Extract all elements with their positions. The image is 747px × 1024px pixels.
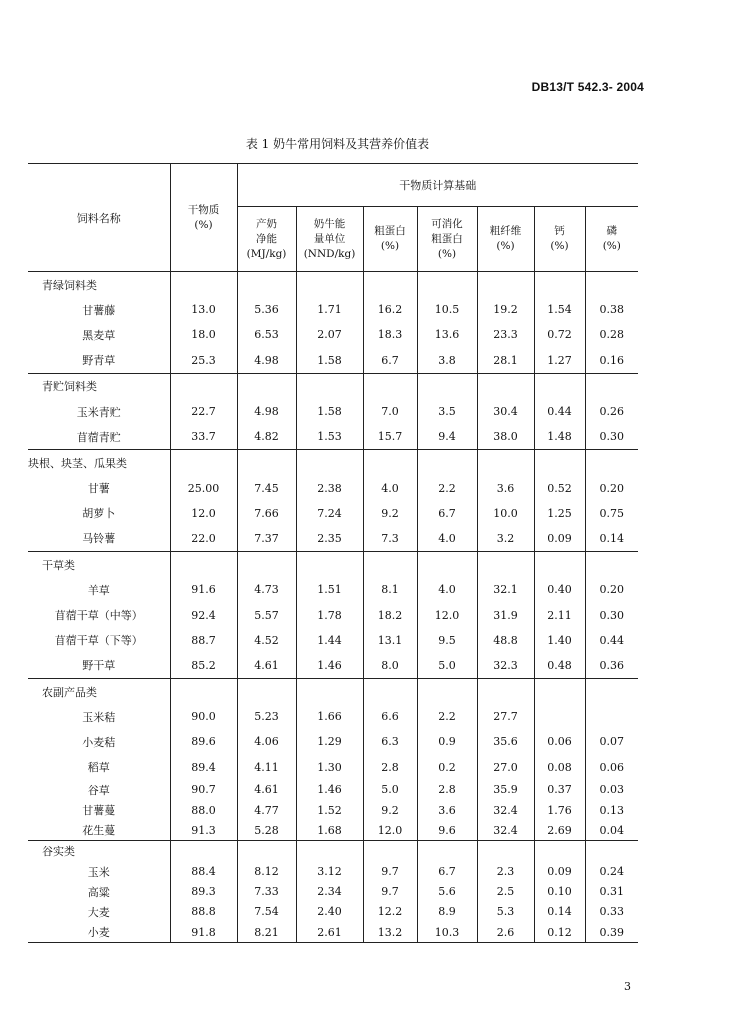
nutrition-table <box>28 163 638 943</box>
value-cell: 12.0 <box>170 501 237 526</box>
value-cell: 13.6 <box>417 322 477 347</box>
value-cell: 3.5 <box>417 399 477 424</box>
feed-name: 花生蔓 <box>82 824 116 838</box>
value-cell: 0.9 <box>417 729 477 754</box>
value-cell: 2.6 <box>477 922 534 943</box>
feed-name: 黑麦草 <box>82 328 116 342</box>
value-cell: 4.0 <box>417 577 477 602</box>
value-cell: 4.06 <box>237 729 296 754</box>
value-cell: 38.0 <box>477 424 534 450</box>
value-cell: 89.3 <box>170 882 237 902</box>
value-cell: 9.6 <box>417 820 477 841</box>
value-cell: 1.46 <box>296 653 363 679</box>
feed-name: 玉米秸 <box>82 710 116 724</box>
value-cell: 2.8 <box>363 755 417 780</box>
value-cell: 7.3 <box>363 526 417 552</box>
value-cell: 0.07 <box>585 729 638 754</box>
value-cell <box>585 272 638 298</box>
value-cell <box>534 704 585 729</box>
col-header-nnd: 奶牛能 量单位 (NND/kg) <box>296 207 363 272</box>
category-row <box>28 272 638 298</box>
value-cell: 88.4 <box>170 862 237 882</box>
value-cell: 0.30 <box>585 602 638 627</box>
category-name: 青绿饲料类 <box>42 278 97 292</box>
value-cell: 2.38 <box>296 476 363 501</box>
value-cell: 0.20 <box>585 577 638 602</box>
value-cell <box>417 272 477 298</box>
value-cell: 2.3 <box>477 862 534 882</box>
col-header-calcium: 钙 (%) <box>534 207 585 272</box>
value-cell: 0.28 <box>585 322 638 347</box>
table-row <box>28 526 638 552</box>
nutrition-table-container <box>28 163 638 943</box>
value-cell: 25.3 <box>170 348 237 374</box>
page-number: 3 <box>624 980 631 993</box>
table-row <box>28 348 638 374</box>
feed-name: 小麦 <box>28 922 170 943</box>
value-cell: 88.7 <box>170 628 237 653</box>
group-header-dm-basis: 干物质计算基础 <box>237 164 638 207</box>
col-header-crude-fiber: 粗纤维 (%) <box>477 207 534 272</box>
value-cell: 3.6 <box>417 800 477 820</box>
value-cell: 4.82 <box>237 424 296 450</box>
value-cell: 4.52 <box>237 628 296 653</box>
value-cell: 1.53 <box>296 424 363 450</box>
value-cell: 6.7 <box>417 862 477 882</box>
feed-name: 野干草 <box>82 659 116 673</box>
value-cell: 0.39 <box>585 922 638 943</box>
value-cell: 4.98 <box>237 399 296 424</box>
feed-name: 甘薯藤 <box>82 303 116 317</box>
col-header-milk-net-energy: 产奶 净能 (MJ/kg) <box>237 207 296 272</box>
value-cell <box>296 373 363 399</box>
value-cell: 5.28 <box>237 820 296 841</box>
value-cell: 18.3 <box>363 322 417 347</box>
value-cell: 5.23 <box>237 704 296 729</box>
value-cell <box>296 552 363 578</box>
value-cell <box>534 373 585 399</box>
col-header-crude-protein: 粗蛋白 (%) <box>363 207 417 272</box>
value-cell: 1.78 <box>296 602 363 627</box>
value-cell: 92.4 <box>170 602 237 627</box>
value-cell <box>237 841 296 862</box>
value-cell: 27.0 <box>477 755 534 780</box>
value-cell: 0.12 <box>534 922 585 943</box>
value-cell: 1.54 <box>534 297 585 322</box>
category-name: 谷实类 <box>28 841 170 862</box>
value-cell: 0.36 <box>585 653 638 679</box>
value-cell <box>477 841 534 862</box>
value-cell: 91.6 <box>170 577 237 602</box>
table-row <box>28 780 638 800</box>
value-cell <box>417 552 477 578</box>
value-cell <box>585 704 638 729</box>
value-cell: 0.14 <box>585 526 638 552</box>
feed-name: 大麦 <box>87 905 110 919</box>
value-cell <box>585 552 638 578</box>
table-body <box>28 272 638 943</box>
value-cell: 88.0 <box>170 800 237 820</box>
value-cell <box>296 450 363 476</box>
value-cell <box>170 841 237 862</box>
value-cell <box>237 373 296 399</box>
feed-name: 甘薯 <box>87 482 110 496</box>
feed-name: 甘薯蔓 <box>82 804 116 818</box>
value-cell <box>585 373 638 399</box>
value-cell <box>296 679 363 705</box>
value-cell <box>170 679 237 705</box>
value-cell <box>534 552 585 578</box>
value-cell: 7.66 <box>237 501 296 526</box>
value-cell: 2.2 <box>417 704 477 729</box>
value-cell: 22.7 <box>170 399 237 424</box>
value-cell: 10.0 <box>477 501 534 526</box>
value-cell: 4.11 <box>237 755 296 780</box>
category-row <box>28 450 638 476</box>
value-cell: 2.11 <box>534 602 585 627</box>
value-cell: 0.09 <box>534 862 585 882</box>
value-cell <box>417 841 477 862</box>
value-cell: 0.44 <box>534 399 585 424</box>
document-code: DB13/T 542.3- 2004 <box>531 80 644 94</box>
value-cell <box>534 679 585 705</box>
value-cell <box>534 272 585 298</box>
value-cell: 6.7 <box>417 501 477 526</box>
value-cell: 0.06 <box>585 755 638 780</box>
value-cell: 9.2 <box>363 800 417 820</box>
value-cell: 0.16 <box>585 348 638 374</box>
value-cell: 2.07 <box>296 322 363 347</box>
value-cell <box>170 373 237 399</box>
value-cell: 1.44 <box>296 628 363 653</box>
category-row <box>28 841 638 862</box>
feed-name: 谷草 <box>87 783 110 797</box>
value-cell <box>237 272 296 298</box>
value-cell: 1.48 <box>534 424 585 450</box>
col-header-phosphorus: 磷 (%) <box>585 207 638 272</box>
value-cell: 5.6 <box>417 882 477 902</box>
value-cell <box>585 450 638 476</box>
table-row <box>28 476 638 501</box>
value-cell: 0.09 <box>534 526 585 552</box>
value-cell: 8.21 <box>237 922 296 943</box>
value-cell <box>477 272 534 298</box>
table-row <box>28 820 638 841</box>
value-cell: 8.1 <box>363 577 417 602</box>
value-cell: 8.9 <box>417 902 477 922</box>
value-cell <box>237 552 296 578</box>
value-cell: 8.0 <box>363 653 417 679</box>
value-cell: 22.0 <box>170 526 237 552</box>
value-cell: 48.8 <box>477 628 534 653</box>
value-cell <box>237 450 296 476</box>
value-cell: 2.40 <box>296 902 363 922</box>
value-cell: 0.38 <box>585 297 638 322</box>
value-cell <box>363 679 417 705</box>
value-cell <box>534 841 585 862</box>
value-cell: 0.75 <box>585 501 638 526</box>
value-cell <box>585 679 638 705</box>
value-cell: 90.7 <box>170 780 237 800</box>
value-cell: 0.08 <box>534 755 585 780</box>
value-cell <box>477 450 534 476</box>
value-cell: 12.2 <box>363 902 417 922</box>
table-row <box>28 577 638 602</box>
feed-name: 玉米青贮 <box>76 405 121 419</box>
value-cell: 91.8 <box>170 922 237 943</box>
value-cell: 0.48 <box>534 653 585 679</box>
value-cell: 1.40 <box>534 628 585 653</box>
value-cell: 9.4 <box>417 424 477 450</box>
value-cell: 0.31 <box>585 882 638 902</box>
value-cell: 5.0 <box>417 653 477 679</box>
table-row <box>28 922 638 943</box>
value-cell: 32.1 <box>477 577 534 602</box>
value-cell: 90.0 <box>170 704 237 729</box>
value-cell <box>417 679 477 705</box>
value-cell: 2.61 <box>296 922 363 943</box>
value-cell: 5.57 <box>237 602 296 627</box>
value-cell: 7.54 <box>237 902 296 922</box>
value-cell: 4.73 <box>237 577 296 602</box>
value-cell: 7.33 <box>237 882 296 902</box>
value-cell <box>170 450 237 476</box>
table-row <box>28 297 638 322</box>
value-cell: 0.10 <box>534 882 585 902</box>
value-cell: 19.2 <box>477 297 534 322</box>
value-cell: 2.5 <box>477 882 534 902</box>
value-cell: 32.4 <box>477 820 534 841</box>
value-cell: 1.68 <box>296 820 363 841</box>
value-cell: 8.12 <box>237 862 296 882</box>
value-cell: 9.2 <box>363 501 417 526</box>
table-row <box>28 800 638 820</box>
value-cell: 1.76 <box>534 800 585 820</box>
value-cell: 35.9 <box>477 780 534 800</box>
value-cell: 91.3 <box>170 820 237 841</box>
table-row <box>28 399 638 424</box>
category-name: 干草类 <box>28 552 170 578</box>
col-header-dry-matter: 干物质 (%) <box>170 164 237 272</box>
value-cell <box>417 450 477 476</box>
value-cell: 4.98 <box>237 348 296 374</box>
value-cell: 9.7 <box>363 882 417 902</box>
value-cell: 1.52 <box>296 800 363 820</box>
category-row <box>28 679 638 705</box>
value-cell: 2.35 <box>296 526 363 552</box>
value-cell: 7.24 <box>296 501 363 526</box>
feed-name: 苜蓿青贮 <box>76 430 121 444</box>
feed-name: 玉米 <box>87 865 110 879</box>
value-cell: 27.7 <box>477 704 534 729</box>
table-row <box>28 704 638 729</box>
value-cell: 0.30 <box>585 424 638 450</box>
value-cell: 30.4 <box>477 399 534 424</box>
table-row <box>28 902 638 922</box>
value-cell <box>170 552 237 578</box>
value-cell: 16.2 <box>363 297 417 322</box>
value-cell: 5.0 <box>363 780 417 800</box>
value-cell: 15.7 <box>363 424 417 450</box>
value-cell: 33.7 <box>170 424 237 450</box>
feed-name: 稻草 <box>87 761 110 775</box>
value-cell: 7.37 <box>237 526 296 552</box>
table-row <box>28 729 638 754</box>
value-cell: 6.6 <box>363 704 417 729</box>
value-cell: 9.7 <box>363 862 417 882</box>
value-cell: 0.20 <box>585 476 638 501</box>
value-cell: 23.3 <box>477 322 534 347</box>
value-cell: 5.3 <box>477 902 534 922</box>
value-cell: 28.1 <box>477 348 534 374</box>
feed-name: 马铃薯 <box>82 532 116 546</box>
value-cell: 3.6 <box>477 476 534 501</box>
value-cell <box>417 373 477 399</box>
table-row <box>28 882 638 902</box>
feed-name: 苜蓿干草（下等） <box>54 634 143 648</box>
col-header-feed-name: 饲料名称 <box>28 164 170 272</box>
value-cell: 0.14 <box>534 902 585 922</box>
value-cell: 35.6 <box>477 729 534 754</box>
feed-name: 羊草 <box>87 583 110 597</box>
value-cell: 1.71 <box>296 297 363 322</box>
value-cell: 0.2 <box>417 755 477 780</box>
value-cell: 32.3 <box>477 653 534 679</box>
value-cell: 6.3 <box>363 729 417 754</box>
table-row <box>28 628 638 653</box>
feed-name: 小麦秸 <box>82 735 116 749</box>
table-row <box>28 322 638 347</box>
value-cell: 1.66 <box>296 704 363 729</box>
value-cell: 0.24 <box>585 862 638 882</box>
value-cell: 12.0 <box>363 820 417 841</box>
value-cell: 0.33 <box>585 902 638 922</box>
value-cell <box>585 841 638 862</box>
value-cell: 1.58 <box>296 348 363 374</box>
value-cell: 85.2 <box>170 653 237 679</box>
value-cell <box>363 373 417 399</box>
value-cell: 1.46 <box>296 780 363 800</box>
value-cell: 4.0 <box>363 476 417 501</box>
value-cell: 1.29 <box>296 729 363 754</box>
value-cell: 5.36 <box>237 297 296 322</box>
value-cell: 0.06 <box>534 729 585 754</box>
col-header-digestible-protein: 可消化 粗蛋白 (%) <box>417 207 477 272</box>
feed-name: 苜蓿干草（中等） <box>54 609 143 623</box>
table-row <box>28 501 638 526</box>
value-cell: 0.44 <box>585 628 638 653</box>
value-cell: 1.30 <box>296 755 363 780</box>
value-cell: 2.8 <box>417 780 477 800</box>
category-name: 青贮饲料类 <box>28 373 170 399</box>
value-cell: 10.5 <box>417 297 477 322</box>
value-cell: 89.4 <box>170 755 237 780</box>
value-cell: 13.2 <box>363 922 417 943</box>
value-cell: 18.0 <box>170 322 237 347</box>
feed-name: 胡萝卜 <box>82 507 116 521</box>
value-cell: 12.0 <box>417 602 477 627</box>
feed-name: 野青草 <box>82 354 116 368</box>
value-cell: 0.04 <box>585 820 638 841</box>
value-cell: 6.53 <box>237 322 296 347</box>
value-cell: 2.34 <box>296 882 363 902</box>
value-cell <box>296 841 363 862</box>
value-cell: 0.37 <box>534 780 585 800</box>
table-caption: 表 1 奶牛常用饲料及其营养价值表 <box>245 137 430 151</box>
value-cell: 1.51 <box>296 577 363 602</box>
value-cell: 1.27 <box>534 348 585 374</box>
value-cell <box>477 552 534 578</box>
value-cell: 4.77 <box>237 800 296 820</box>
value-cell <box>363 841 417 862</box>
value-cell <box>534 450 585 476</box>
category-row <box>28 373 638 399</box>
value-cell: 18.2 <box>363 602 417 627</box>
category-row <box>28 552 638 578</box>
value-cell: 13.1 <box>363 628 417 653</box>
value-cell <box>296 272 363 298</box>
feed-name: 高粱 <box>87 885 110 899</box>
value-cell: 4.0 <box>417 526 477 552</box>
value-cell: 6.7 <box>363 348 417 374</box>
table-row <box>28 602 638 627</box>
value-cell: 0.03 <box>585 780 638 800</box>
value-cell: 3.2 <box>477 526 534 552</box>
value-cell: 13.0 <box>170 297 237 322</box>
value-cell: 0.72 <box>534 322 585 347</box>
value-cell: 3.8 <box>417 348 477 374</box>
value-cell: 2.69 <box>534 820 585 841</box>
value-cell <box>363 450 417 476</box>
value-cell: 88.8 <box>170 902 237 922</box>
value-cell <box>363 552 417 578</box>
category-name: 农副产品类 <box>28 679 170 705</box>
value-cell: 25.00 <box>170 476 237 501</box>
table-row <box>28 653 638 679</box>
value-cell: 31.9 <box>477 602 534 627</box>
value-cell: 2.2 <box>417 476 477 501</box>
value-cell: 9.5 <box>417 628 477 653</box>
value-cell <box>477 679 534 705</box>
value-cell: 10.3 <box>417 922 477 943</box>
value-cell: 7.45 <box>237 476 296 501</box>
table-row <box>28 424 638 450</box>
value-cell: 0.26 <box>585 399 638 424</box>
value-cell: 89.6 <box>170 729 237 754</box>
table-row <box>28 755 638 780</box>
value-cell: 0.13 <box>585 800 638 820</box>
value-cell <box>237 679 296 705</box>
value-cell: 1.58 <box>296 399 363 424</box>
value-cell <box>363 272 417 298</box>
table-row <box>28 862 638 882</box>
value-cell <box>477 373 534 399</box>
value-cell: 3.12 <box>296 862 363 882</box>
value-cell: 4.61 <box>237 653 296 679</box>
value-cell: 32.4 <box>477 800 534 820</box>
value-cell: 0.40 <box>534 577 585 602</box>
value-cell <box>170 272 237 298</box>
value-cell: 0.52 <box>534 476 585 501</box>
value-cell: 4.61 <box>237 780 296 800</box>
value-cell: 7.0 <box>363 399 417 424</box>
value-cell: 1.25 <box>534 501 585 526</box>
category-name: 块根、块茎、瓜果类 <box>28 450 170 476</box>
